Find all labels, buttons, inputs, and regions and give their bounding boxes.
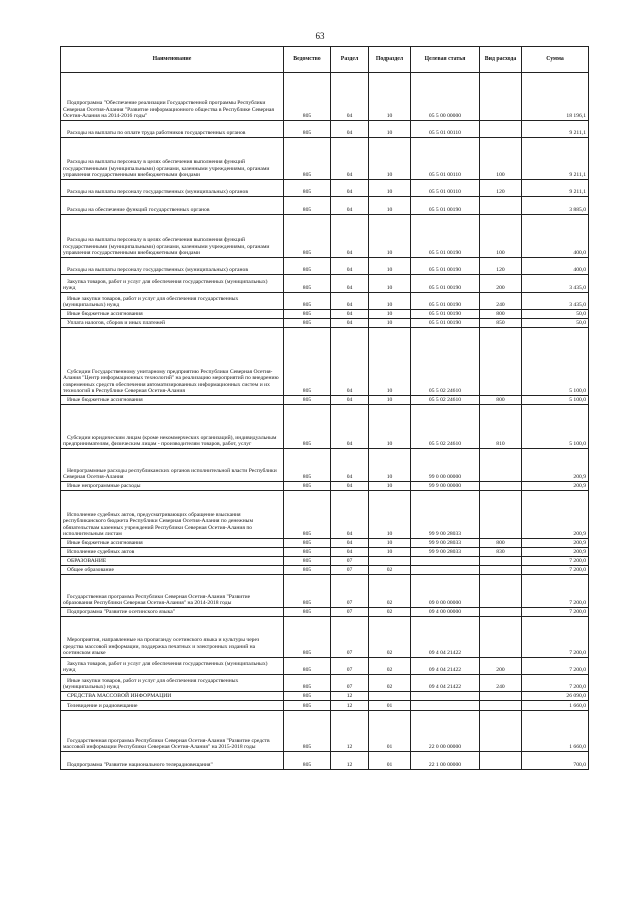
cell-dept: 805 [284, 180, 331, 197]
cell-dept: 805 [284, 566, 331, 575]
cell-dept: 805 [284, 197, 331, 215]
cell-section: 04 [331, 197, 369, 215]
cell-subsection: 02 [369, 575, 411, 608]
cell-name: Исполнение судебных актов, предусматривающих обращение взыскания республиканского бюджета Республики Северная Осетия-Алания по денежным обязательствам казенных учреждений Республики Северная Осетия-Алания по исполнительным листам [61, 491, 284, 539]
cell-sum: 50,0 [522, 319, 589, 328]
page-number: 63 [315, 31, 325, 41]
cell-dept: 805 [284, 293, 331, 310]
cell-name: Уплата налогов, сборов и иных платежей [61, 319, 284, 328]
cell-sum: 200,9 [522, 539, 589, 548]
cell-exp-type: 800 [480, 310, 522, 319]
cell-dept: 805 [284, 396, 331, 405]
table-row [61, 692, 589, 701]
cell-section: 07 [331, 658, 369, 675]
table-row [61, 482, 589, 491]
cell-name: Расходы на обеспечение функций государственных органов [61, 197, 284, 215]
cell-name: Расходы на выплаты персоналу государственных (муниципальных) органов [61, 258, 284, 275]
cell-target: 99 9 00 28033 [411, 548, 480, 557]
cell-name: Исполнение судебных актов [61, 548, 284, 557]
cell-exp-type: 850 [480, 319, 522, 328]
cell-name: Государственная программа Республики Северная Осетия-Алания "Развитие образования Республики Северная Осетия-Алания" на 2014-2018 годы [61, 575, 284, 608]
header-sum: Сумма [522, 47, 589, 73]
cell-sum: 18 196,1 [522, 73, 589, 121]
cell-sum: 7 200,0 [522, 566, 589, 575]
cell-target: 09 4 04 21422 [411, 617, 480, 658]
cell-target: 05 5 02 24610 [411, 405, 480, 449]
cell-name: Закупка товаров, работ и услуг для обеспечения государственных (муниципальных) нужд [61, 275, 284, 293]
cell-exp-type [480, 575, 522, 608]
cell-dept: 805 [284, 405, 331, 449]
cell-exp-type [480, 197, 522, 215]
cell-target: 09 4 04 21422 [411, 675, 480, 692]
cell-exp-type: 200 [480, 658, 522, 675]
cell-dept: 805 [284, 310, 331, 319]
cell-name: Подпрограмма "Развитие осетинского языка" [61, 608, 284, 617]
table-row [61, 658, 589, 675]
table-row [61, 566, 589, 575]
cell-exp-type [480, 608, 522, 617]
cell-sum: 1 660,0 [522, 701, 589, 711]
cell-exp-type: 120 [480, 258, 522, 275]
cell-target: 05 5 01 00190 [411, 293, 480, 310]
cell-sum: 5 100,0 [522, 405, 589, 449]
cell-target: 05 5 01 00190 [411, 197, 480, 215]
cell-dept: 805 [284, 275, 331, 293]
cell-dept: 805 [284, 449, 331, 482]
cell-target: 99 9 00 28033 [411, 539, 480, 548]
cell-sum: 1 660,0 [522, 711, 589, 752]
header-dept: Ведомство [284, 47, 331, 73]
cell-section: 07 [331, 566, 369, 575]
cell-section: 07 [331, 617, 369, 658]
cell-section: 04 [331, 491, 369, 539]
table-row [61, 275, 589, 293]
cell-section: 12 [331, 711, 369, 752]
cell-section: 04 [331, 138, 369, 180]
cell-subsection: 02 [369, 617, 411, 658]
cell-section: 12 [331, 701, 369, 711]
cell-target [411, 557, 480, 566]
cell-dept: 805 [284, 121, 331, 138]
cell-target: 05 5 01 00190 [411, 258, 480, 275]
table-row [61, 701, 589, 711]
cell-subsection: 10 [369, 197, 411, 215]
header-name: Наименование [61, 47, 284, 73]
cell-section: 07 [331, 608, 369, 617]
cell-dept: 805 [284, 548, 331, 557]
cell-exp-type: 120 [480, 180, 522, 197]
table-row [61, 197, 589, 215]
cell-dept: 805 [284, 557, 331, 566]
budget-table [60, 46, 589, 770]
cell-target: 09 4 00 00000 [411, 608, 480, 617]
cell-dept: 805 [284, 258, 331, 275]
cell-name: Иные закупки товаров, работ и услуг для обеспечения государственных (муниципальных) нужд [61, 293, 284, 310]
cell-dept: 805 [284, 138, 331, 180]
header-subsection: Подраздел [369, 47, 411, 73]
cell-sum: 26 090,0 [522, 692, 589, 701]
cell-sum: 3 435,0 [522, 293, 589, 310]
table-row [61, 215, 589, 258]
table-row [61, 396, 589, 405]
table-row [61, 121, 589, 138]
cell-section: 04 [331, 539, 369, 548]
table-row [61, 405, 589, 449]
cell-section: 04 [331, 328, 369, 396]
table-row [61, 310, 589, 319]
cell-section: 04 [331, 396, 369, 405]
cell-target: 05 5 01 00110 [411, 121, 480, 138]
cell-sum: 9 211,1 [522, 138, 589, 180]
cell-dept: 805 [284, 675, 331, 692]
cell-target: 05 5 01 00190 [411, 310, 480, 319]
cell-section: 04 [331, 405, 369, 449]
cell-dept: 805 [284, 711, 331, 752]
cell-subsection: 10 [369, 396, 411, 405]
cell-sum: 5 100,0 [522, 328, 589, 396]
cell-exp-type [480, 449, 522, 482]
cell-subsection: 10 [369, 539, 411, 548]
cell-sum: 400,0 [522, 215, 589, 258]
cell-section: 07 [331, 557, 369, 566]
cell-sum: 200,9 [522, 449, 589, 482]
cell-sum: 200,9 [522, 491, 589, 539]
cell-subsection [369, 692, 411, 701]
cell-name: Общее образование [61, 566, 284, 575]
cell-sum: 3 435,0 [522, 275, 589, 293]
cell-target: 05 5 02 24610 [411, 396, 480, 405]
cell-exp-type [480, 482, 522, 491]
cell-sum: 9 211,1 [522, 121, 589, 138]
table-row [61, 539, 589, 548]
cell-target: 05 5 01 00110 [411, 180, 480, 197]
cell-name: Подпрограмма "Обеспечение реализации Государственной программы Республики Северная Осетия-Алания "Развитие информационного общества в Республике Северная Осетия-Алания на 2014-2016 годы" [61, 73, 284, 121]
cell-subsection: 10 [369, 275, 411, 293]
cell-sum: 50,0 [522, 310, 589, 319]
cell-dept: 805 [284, 752, 331, 770]
table-row [61, 328, 589, 396]
cell-exp-type: 240 [480, 675, 522, 692]
cell-target: 05 5 02 24610 [411, 328, 480, 396]
cell-target [411, 701, 480, 711]
cell-name: Расходы на выплаты персоналу в целях обеспечения выполнения функций государственными (муниципальными) органами, казенными учреждениями, органами управления государственными внебюджетными фондами [61, 138, 284, 180]
cell-sum: 7 200,0 [522, 557, 589, 566]
cell-exp-type: 200 [480, 275, 522, 293]
cell-exp-type [480, 73, 522, 121]
header-exp-type: Вид расхода [480, 47, 522, 73]
table-row [61, 548, 589, 557]
cell-name: Телевидение и радиовещание [61, 701, 284, 711]
cell-section: 12 [331, 692, 369, 701]
cell-subsection: 10 [369, 328, 411, 396]
cell-sum: 7 200,0 [522, 675, 589, 692]
cell-subsection: 10 [369, 491, 411, 539]
cell-sum: 3 885,0 [522, 197, 589, 215]
cell-dept: 805 [284, 617, 331, 658]
cell-subsection: 02 [369, 566, 411, 575]
cell-target: 05 5 01 00190 [411, 215, 480, 258]
cell-subsection: 10 [369, 215, 411, 258]
table-row [61, 293, 589, 310]
cell-exp-type [480, 701, 522, 711]
table-body [61, 73, 589, 770]
cell-dept: 805 [284, 539, 331, 548]
cell-subsection: 10 [369, 293, 411, 310]
cell-sum: 7 200,0 [522, 617, 589, 658]
cell-name: Субсидии Государственному унитарному предприятию Республики Северная Осетия-Алания "Центр информационных технологий" на реализацию мероприятий по внедрению современных средств обеспечения автоматизированных информационных систем и их технологий в Республике Северная Осетия-Алания [61, 328, 284, 396]
cell-subsection: 10 [369, 548, 411, 557]
cell-dept: 805 [284, 73, 331, 121]
cell-subsection: 02 [369, 658, 411, 675]
cell-name: Закупка товаров, работ и услуг для обеспечения государственных (муниципальных) нужд [61, 658, 284, 675]
cell-subsection: 10 [369, 121, 411, 138]
cell-target: 99 0 00 00000 [411, 449, 480, 482]
cell-exp-type: 100 [480, 138, 522, 180]
cell-exp-type [480, 121, 522, 138]
cell-section: 04 [331, 449, 369, 482]
cell-subsection: 10 [369, 319, 411, 328]
header-target: Целевая статья [411, 47, 480, 73]
cell-target [411, 566, 480, 575]
cell-target: 05 5 01 00190 [411, 275, 480, 293]
table-row [61, 258, 589, 275]
cell-dept: 805 [284, 482, 331, 491]
table-row [61, 608, 589, 617]
cell-target: 09 4 04 21422 [411, 658, 480, 675]
cell-dept: 805 [284, 328, 331, 396]
cell-subsection: 10 [369, 449, 411, 482]
cell-target: 09 0 00 00000 [411, 575, 480, 608]
cell-name: Иные бюджетные ассигнования [61, 310, 284, 319]
cell-sum: 5 100,0 [522, 396, 589, 405]
table-row [61, 491, 589, 539]
cell-subsection: 10 [369, 180, 411, 197]
cell-section: 04 [331, 310, 369, 319]
cell-name: Расходы на выплаты персоналу государственных (муниципальных) органов [61, 180, 284, 197]
cell-subsection: 01 [369, 711, 411, 752]
table-row [61, 557, 589, 566]
cell-sum: 9 211,1 [522, 180, 589, 197]
table-row [61, 711, 589, 752]
cell-exp-type: 100 [480, 215, 522, 258]
cell-subsection: 10 [369, 310, 411, 319]
cell-name: Субсидии юридическим лицам (кроме некоммерческих организаций), индивидуальным предпринимателям, физическим лицам - производителям товаров, работ, услуг [61, 405, 284, 449]
cell-section: 04 [331, 482, 369, 491]
table-row [61, 73, 589, 121]
cell-subsection: 10 [369, 138, 411, 180]
cell-name: Мероприятия, направленные на пропаганду осетинского языка и культуры через средства массовой информации, поддержка печатных и электронных изданий на осетинском языке [61, 617, 284, 658]
cell-exp-type [480, 752, 522, 770]
cell-subsection [369, 557, 411, 566]
cell-sum: 200,9 [522, 482, 589, 491]
cell-section: 07 [331, 675, 369, 692]
cell-target: 99 9 00 00000 [411, 482, 480, 491]
cell-section: 04 [331, 293, 369, 310]
cell-section: 04 [331, 548, 369, 557]
cell-dept: 805 [284, 575, 331, 608]
cell-exp-type: 800 [480, 539, 522, 548]
cell-exp-type: 830 [480, 548, 522, 557]
cell-sum: 400,0 [522, 258, 589, 275]
cell-dept: 805 [284, 701, 331, 711]
cell-exp-type: 810 [480, 405, 522, 449]
cell-name: Расходы на выплаты персоналу в целях обеспечения выполнения функций государственными (муниципальными) органами, казенными учреждениями, органами управления государственными внебюджетными фондами [61, 215, 284, 258]
cell-name: СРЕДСТВА МАССОВОЙ ИНФОРМАЦИИ [61, 692, 284, 701]
cell-section: 07 [331, 575, 369, 608]
cell-subsection: 02 [369, 608, 411, 617]
table-header-row [61, 47, 589, 73]
cell-dept: 805 [284, 215, 331, 258]
cell-sum: 700,0 [522, 752, 589, 770]
cell-subsection: 01 [369, 701, 411, 711]
cell-subsection: 10 [369, 258, 411, 275]
cell-name: Иные бюджетные ассигнования [61, 396, 284, 405]
cell-sum: 7 200,0 [522, 608, 589, 617]
cell-section: 04 [331, 73, 369, 121]
cell-section: 04 [331, 258, 369, 275]
cell-section: 04 [331, 275, 369, 293]
cell-name: Государственная программа Республики Северная Осетия-Алания "Развитие средств массовой информации Республики Северная Осетия-Алания" на 2015-2018 годы [61, 711, 284, 752]
table-row [61, 319, 589, 328]
cell-exp-type [480, 491, 522, 539]
cell-section: 04 [331, 215, 369, 258]
cell-subsection: 10 [369, 482, 411, 491]
cell-subsection: 10 [369, 73, 411, 121]
cell-subsection: 02 [369, 675, 411, 692]
table-row [61, 752, 589, 770]
cell-section: 04 [331, 121, 369, 138]
cell-name: Иные бюджетные ассигнования [61, 539, 284, 548]
cell-name: Непрограммные расходы республиканских органов исполнительной власти Республики Северная Осетия-Алания [61, 449, 284, 482]
table-row [61, 675, 589, 692]
cell-target: 22 1 00 00000 [411, 752, 480, 770]
cell-exp-type [480, 617, 522, 658]
cell-target: 05 5 01 00110 [411, 138, 480, 180]
cell-sum: 7 200,0 [522, 575, 589, 608]
cell-dept: 805 [284, 491, 331, 539]
cell-exp-type: 800 [480, 396, 522, 405]
cell-sum: 7 200,0 [522, 658, 589, 675]
cell-name: Иные закупки товаров, работ и услуг для обеспечения государственных (муниципальных) нужд [61, 675, 284, 692]
cell-target [411, 692, 480, 701]
cell-dept: 805 [284, 319, 331, 328]
cell-dept: 805 [284, 658, 331, 675]
cell-exp-type: 240 [480, 293, 522, 310]
cell-section: 04 [331, 319, 369, 328]
cell-exp-type [480, 711, 522, 752]
table-row [61, 138, 589, 180]
cell-section: 04 [331, 180, 369, 197]
cell-target: 05 5 00 00000 [411, 73, 480, 121]
cell-name: Подпрограмма "Развитие национального телерадиовещания" [61, 752, 284, 770]
table-row [61, 575, 589, 608]
cell-name: Расходы на выплаты по оплате труда работников государственных органов [61, 121, 284, 138]
table-row [61, 449, 589, 482]
cell-subsection: 10 [369, 405, 411, 449]
cell-subsection: 01 [369, 752, 411, 770]
table-row [61, 180, 589, 197]
header-section: Раздел [331, 47, 369, 73]
cell-exp-type [480, 328, 522, 396]
cell-exp-type [480, 692, 522, 701]
table-row [61, 617, 589, 658]
cell-sum: 200,9 [522, 548, 589, 557]
cell-dept: 805 [284, 692, 331, 701]
cell-dept: 805 [284, 608, 331, 617]
cell-target: 05 5 01 00190 [411, 319, 480, 328]
cell-section: 12 [331, 752, 369, 770]
cell-name: Иные непрограммные расходы [61, 482, 284, 491]
cell-name: ОБРАЗОВАНИЕ [61, 557, 284, 566]
cell-exp-type [480, 557, 522, 566]
cell-target: 22 0 00 00000 [411, 711, 480, 752]
cell-target: 99 9 00 28033 [411, 491, 480, 539]
cell-exp-type [480, 566, 522, 575]
